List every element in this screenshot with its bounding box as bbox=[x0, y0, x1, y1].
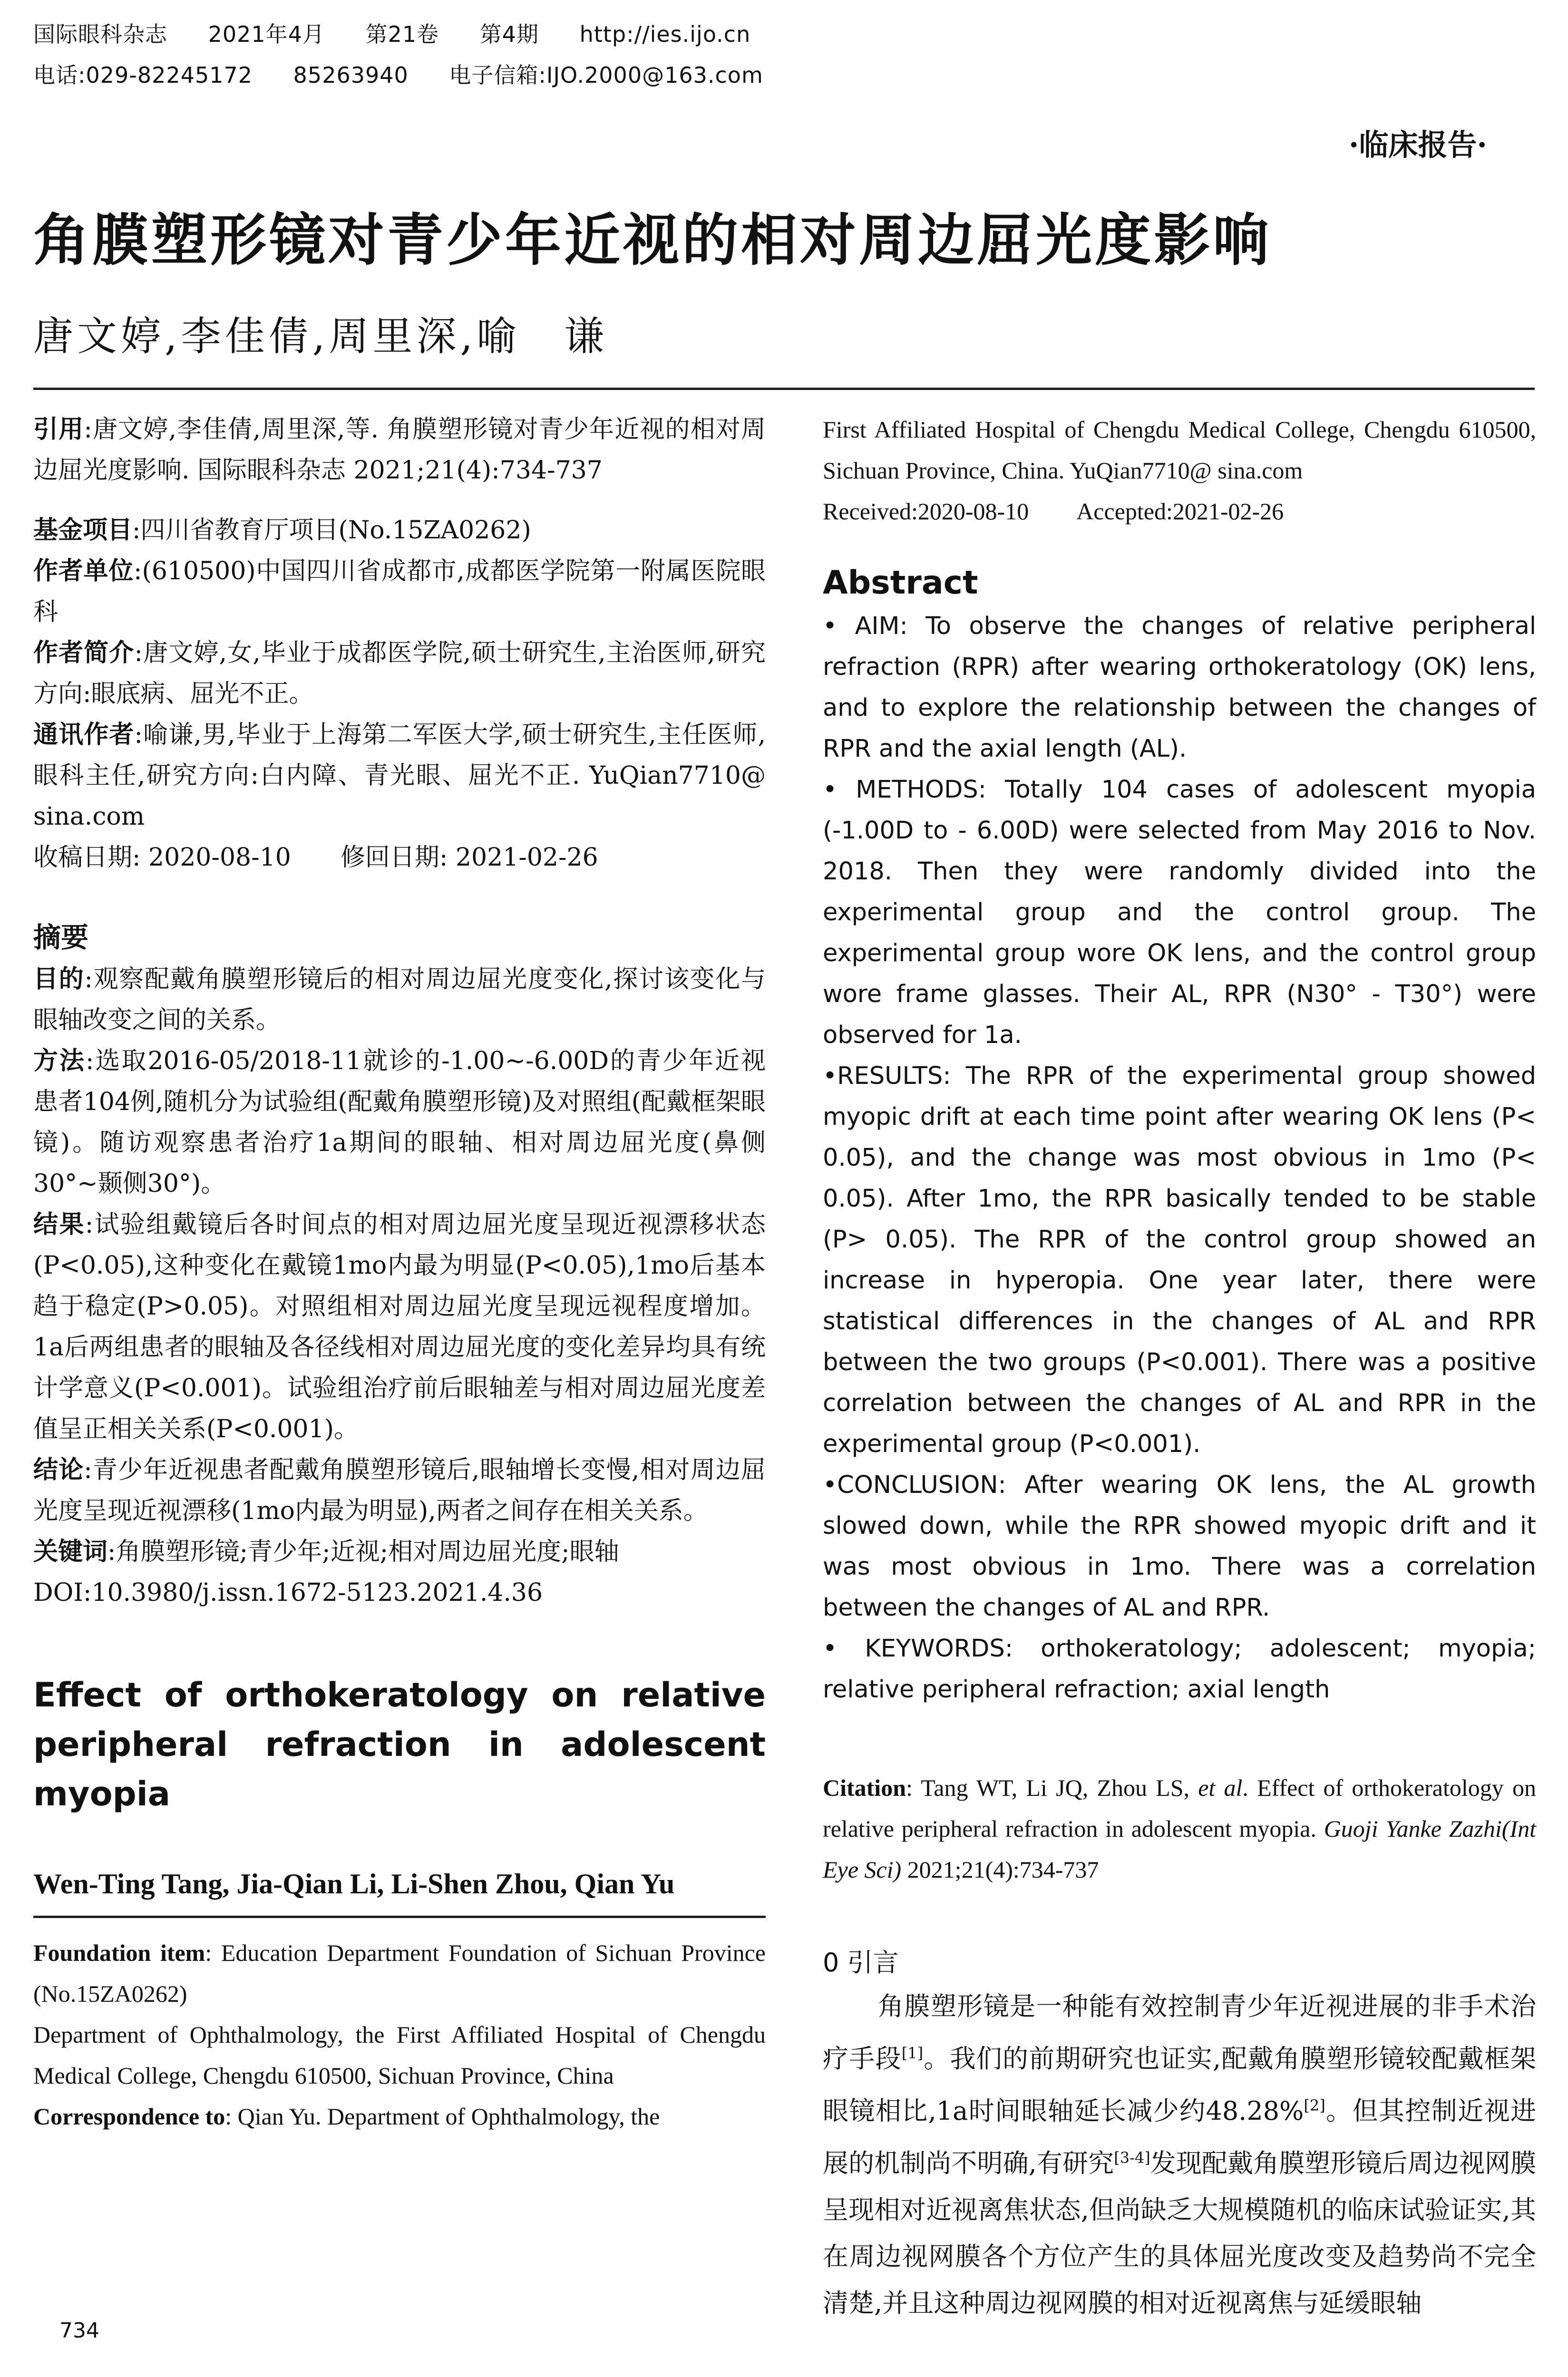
correspondence-text: Qian Yu. Department of Ophthalmology, the bbox=[237, 2103, 660, 2130]
corr-label: 通讯作者 bbox=[33, 720, 135, 749]
journal-url[interactable]: http://ies.ijo.cn bbox=[579, 21, 751, 47]
citation-en-label: Citation bbox=[823, 1774, 906, 1801]
bio-text: 唐文婷,女,毕业于成都医学院,硕士研究生,主治医师,研究方向:眼底病、屈光不正。 bbox=[33, 639, 766, 708]
abstract-purpose: 目的:观察配戴角膜塑形镜后的相对周边屈光度变化,探讨该变化与眼轴改变之间的关系。 bbox=[33, 964, 766, 1034]
dates-zh: 收稿日期: 2020-08-10 修回日期: 2021-02-26 bbox=[33, 843, 598, 872]
foundation-item: Foundation item: Education Department Foundation of Sichuan Province (No.15ZA0262) bbox=[33, 1939, 766, 2007]
author-unit: 作者单位:(610500)中国四川省成都市,成都医学院第一附属医院眼科 bbox=[33, 556, 766, 626]
abstract-conclusion: 结论:青少年近视患者配戴角膜塑形镜后,眼轴增长变慢,相对周边屈光度呈现近视漂移(1mo内最为明显),两者之间存在相关关系。 bbox=[33, 1455, 766, 1525]
department-info: Department of Ophthalmology, the First Affiliated Hospital of Chengdu Medical College, Chengdu 610500, Sichuan Province, China bbox=[33, 2021, 766, 2089]
correspondence-info: Correspondence to: Qian Yu. Department of Ophthalmology, the bbox=[33, 2103, 660, 2130]
abstract-en-heading: Abstract bbox=[823, 564, 978, 602]
bio-label: 作者简介 bbox=[33, 638, 135, 667]
reference-1[interactable]: [1] bbox=[901, 2044, 924, 2062]
introduction-heading: 0 引言 bbox=[823, 1948, 899, 1978]
intro-text-d: 发现配戴角膜塑形镜后周边视网膜呈现相对近视离焦状态,但尚缺乏大规模随机的临床试验证实,其在周边视网膜各个方位产生的具体屈光度改变及趋势尚不完全清楚,并且这种周边视网膜的相对近视离焦与延缓眼轴 bbox=[823, 2148, 1536, 2318]
phone-number: 电话:029-82245172 bbox=[33, 62, 253, 88]
conclusion-en-label: •CONCLUSION bbox=[823, 1471, 998, 1499]
abstract-conclusion-en: •CONCLUSION: After wearing OK lens, the AL growth slowed down, while the RPR showed myopic drift and it was most obvious in 1mo. There was a correlation between the changes of AL and RPR. bbox=[823, 1471, 1536, 1622]
conclusion-en-text: After wearing OK lens, the AL growth slowed down, while the RPR showed myopic drift and it was most obvious in 1mo. There was a correlation between the changes of AL and RPR. bbox=[823, 1471, 1536, 1622]
page-number: 734 bbox=[59, 2319, 99, 2343]
citation-en: Citation: Tang WT, Li JQ, Zhou LS, et al. Effect of orthokeratology on relative peripheral refraction in adolescent myopia. Guoji Yanke Zazhi(Int Eye Sci) 2021;21(4):734-737 bbox=[823, 1774, 1537, 1883]
purpose-text: 观察配戴角膜塑形镜后的相对周边屈光度变化,探讨该变化与眼轴改变之间的关系。 bbox=[33, 965, 766, 1034]
aim-label: • AIM bbox=[823, 612, 900, 640]
journal-header-line2 bbox=[33, 61, 797, 89]
methods-text: 选取2016-05/2018-11就诊的-1.00~-6.00D的青少年近视患者104例,随机分为试验组(配戴角膜塑形镜)及对照组(配戴框架眼镜)。随访观察患者治疗1a期间的眼轴、相对周边屈光度(鼻侧30°~颞侧30°)。 bbox=[33, 1047, 766, 1198]
journal-name: 国际眼科杂志 bbox=[33, 21, 167, 47]
methods-label: 方法 bbox=[33, 1046, 86, 1075]
abstract-aim: • AIM: To observe the changes of relative peripheral refraction (RPR) after wearing orthokeratology (OK) lens, and to explore the relationship between the changes of RPR and the axial length (AL). bbox=[823, 612, 1536, 763]
keywords-en-label: • KEYWORDS bbox=[823, 1635, 1005, 1663]
fund-text: 四川省教育厅项目(No.15ZA0262) bbox=[140, 516, 531, 545]
issue-date: 2021年4月 bbox=[208, 21, 325, 47]
introduction-paragraph bbox=[823, 1983, 1536, 2327]
purpose-label: 目的 bbox=[33, 964, 85, 994]
keywords-en-text: orthokeratology; adolescent; myopia; relative peripheral refraction; axial length bbox=[823, 1635, 1536, 1704]
foundation-text: Education Department Foundation of Sichuan Province (No.15ZA0262) bbox=[33, 1939, 766, 2007]
correspondence-label: Correspondence to bbox=[33, 2103, 225, 2130]
methods-en-label: • METHODS bbox=[823, 776, 978, 804]
volume: 第21卷 bbox=[365, 21, 439, 47]
intro-text-a: 角膜塑形镜是一种能有效控制青少年近视进展的非手术治疗手段 bbox=[823, 1991, 1536, 2074]
reference-2[interactable]: [2] bbox=[1304, 2096, 1325, 2114]
corr-text: 喻谦,男,毕业于上海第二军医大学,硕士研究生,主任医师,眼科主任,研究方向:白内障、青光眼、屈光不正. YuQian7710@ sina.com bbox=[33, 721, 766, 831]
keywords-zh: 关键词:角膜塑形镜;青少年;近视;相对周边屈光度;眼轴 bbox=[33, 1537, 619, 1566]
results-en-label: •RESULTS bbox=[823, 1062, 943, 1090]
english-authors: Wen-Ting Tang, Jia-Qian Li, Li-Shen Zhou, Qian Yu bbox=[33, 1868, 675, 1900]
unit-text: (610500)中国四川省成都市,成都医学院第一附属医院眼科 bbox=[33, 557, 766, 626]
email[interactable]: 电子信箱:IJO.2000@163.com bbox=[449, 62, 763, 88]
doi[interactable]: DOI:10.3980/j.issn.1672-5123.2021.4.36 bbox=[33, 1578, 543, 1607]
corresponding-author: 通讯作者:喻谦,男,毕业于上海第二军医大学,硕士研究生,主任医师,眼科主任,研究方向:白内障、青光眼、屈光不正. YuQian7710@ sina.com bbox=[33, 720, 766, 831]
fund-info: 基金项目:四川省教育厅项目(No.15ZA0262) bbox=[33, 516, 531, 545]
section-tag: ·临床报告· bbox=[1348, 127, 1487, 162]
citation-zh-label: 引用 bbox=[33, 415, 84, 444]
unit-label: 作者单位 bbox=[33, 556, 134, 585]
english-title: Effect of orthokeratology on relative peripheral refraction in adolescent myopia bbox=[33, 1676, 766, 1813]
citation-journal: Guoji Yanke Zazhi(Int Eye Sci) bbox=[823, 1815, 1537, 1883]
authors-divider bbox=[33, 1916, 766, 1918]
results-label: 结果 bbox=[33, 1210, 85, 1239]
journal-header-line1 bbox=[33, 20, 784, 49]
abstract-results: 结果:试验组戴镜后各时间点的相对周边屈光度呈现近视漂移状态(P<0.05),这种变化在戴镜1mo内最为明显(P<0.05),1mo后基本趋于稳定(P>0.05)。对照组相对周边屈光度呈现远视程度增加。1a后两组患者的眼轴及各径线相对周边屈光度的变化差异均具有统计学意义(P<0.001)。试验组治疗前后眼轴差与相对周边屈光度差值呈正相关关系(P<0.001)。 bbox=[33, 1210, 766, 1443]
received-accepted-dates: Received:2020-08-10 Accepted:2021-02-26 bbox=[823, 498, 1284, 525]
citation-zh-text: 唐文婷,李佳倩,周里深,等. 角膜塑形镜对青少年近视的相对周边屈光度影响. 国际眼科杂志 2021;21(4):734-737 bbox=[33, 415, 766, 485]
abstract-zh-heading: 摘要 bbox=[33, 921, 89, 954]
intro-text-b: 。我们的前期研究也证实,配戴角膜塑形镜较配戴框架眼镜相比,1a时间眼轴延长减少约48.28% bbox=[823, 2044, 1537, 2126]
conclusion-label: 结论 bbox=[33, 1455, 84, 1484]
abstract-methods-en: • METHODS: Totally 104 cases of adolescent myopia (-1.00D to - 6.00D) were selected from May 2016 to Nov. 2018. Then they were randomly divided into the experimental group and the control group. The experimental group wore OK lens, and the control group wore frame glasses. Their AL, RPR (N30° - T30°) were observed for 1a. bbox=[823, 776, 1536, 1049]
foundation-label: Foundation item bbox=[33, 1939, 205, 1966]
citation-en-volume: 2021;21(4):734-737 bbox=[907, 1856, 1099, 1883]
fund-label: 基金项目 bbox=[33, 516, 133, 545]
methods-en-text: Totally 104 cases of adolescent myopia (-1.00D to - 6.00D) were selected from May 2016 to Nov. 2018. Then they were randomly divided into the experimental group and the control group. The experimental group wore OK lens, and the control group wore frame glasses. Their AL, RPR (N30° - T30°) were observed for 1a. bbox=[823, 776, 1536, 1049]
correspondence-continued: First Affiliated Hospital of Chengdu Medical College, Chengdu 610500, Sichuan Province, China. YuQian7710@ sina.com bbox=[823, 416, 1536, 484]
title-divider bbox=[33, 388, 1535, 390]
left-column bbox=[33, 409, 766, 2137]
issue-number: 第4期 bbox=[479, 21, 539, 47]
aim-text: To observe the changes of relative peripheral refraction (RPR) after wearing orthokeratology (OK) lens, and to explore the relationship between the changes of RPR and the axial length (AL). bbox=[823, 612, 1536, 763]
author-bio: 作者简介:唐文婷,女,毕业于成都医学院,硕士研究生,主治医师,研究方向:眼底病、屈光不正。 bbox=[33, 638, 766, 708]
citation-en-title: . Effect of orthokeratology on relative peripheral refraction in adolescent myopia. bbox=[823, 1774, 1536, 1842]
results-en-text: The RPR of the experimental group showed myopic drift at each time point after wearing OK lens (P< 0.05), and the change was most obvious in 1mo (P< 0.05). After 1mo, the RPR basically tended to be stable (P> 0.05). The RPR of the control group showed an increase in hyperopia. One year later, there were statistical differences in the changes of AL and RPR between the two groups (P<0.001). There was a positive correlation between the changes of AL and RPR in the experimental group (P<0.001). bbox=[823, 1062, 1536, 1458]
keywords-label: 关键词 bbox=[33, 1537, 108, 1566]
reference-3-4[interactable]: [3-4] bbox=[1114, 2149, 1150, 2167]
keywords-text: 角膜塑形镜;青少年;近视;相对周边屈光度;眼轴 bbox=[116, 1538, 619, 1566]
keywords-en: • KEYWORDS: orthokeratology; adolescent; myopia; relative peripheral refraction; axial length bbox=[823, 1635, 1536, 1704]
intro-text-c: 。但其控制近视进展的机制尚不明确,有研究 bbox=[823, 2096, 1536, 2178]
article-title: 角膜塑形镜对青少年近视的相对周边屈光度影响 bbox=[33, 207, 1272, 273]
abstract-results-en: •RESULTS: The RPR of the experimental group showed myopic drift at each time point after wearing OK lens (P< 0.05), and the change was most obvious in 1mo (P< 0.05). After 1mo, the RPR basically tended to be stable (P> 0.05). The RPR of the control group showed an increase in hyperopia. One year later, there were statistical differences in the changes of AL and RPR between the two groups (P<0.001). There was a positive correlation between the changes of AL and RPR in the experimental group (P<0.001). bbox=[823, 1062, 1536, 1458]
right-column bbox=[823, 409, 1536, 2327]
article-authors: 唐文婷,李佳倩,周里深,喻 谦 bbox=[33, 313, 608, 360]
conclusion-text: 青少年近视患者配戴角膜塑形镜后,眼轴增长变慢,相对周边屈光度呈现近视漂移(1mo内最为明显),两者之间存在相关关系。 bbox=[33, 1456, 766, 1525]
abstract-methods: 方法:选取2016-05/2018-11就诊的-1.00~-6.00D的青少年近视患者104例,随机分为试验组(配戴角膜塑形镜)及对照组(配戴框架眼镜)。随访观察患者治疗1a期间的眼轴、相对周边屈光度(鼻侧30°~颞侧30°)。 bbox=[33, 1046, 766, 1198]
citation-etal: et al bbox=[1198, 1774, 1243, 1801]
citation-en-authors: Tang WT, Li JQ, Zhou LS, bbox=[921, 1774, 1190, 1801]
phone-number-2: 85263940 bbox=[293, 62, 409, 88]
results-text: 试验组戴镜后各时间点的相对周边屈光度呈现近视漂移状态(P<0.05),这种变化在戴镜1mo内最为明显(P<0.05),1mo后基本趋于稳定(P>0.05)。对照组相对周边屈光度呈现远视程度增加。1a后两组患者的眼轴及各径线相对周边屈光度的变化差异均具有统计学意义(P<0.001)。试验组治疗前后眼轴差与相对周边屈光度差值呈正相关关系(P<0.001)。 bbox=[33, 1210, 766, 1443]
citation-zh: 引用:唐文婷,李佳倩,周里深,等. 角膜塑形镜对青少年近视的相对周边屈光度影响. 国际眼科杂志 2021;21(4):734-737 bbox=[33, 415, 766, 485]
